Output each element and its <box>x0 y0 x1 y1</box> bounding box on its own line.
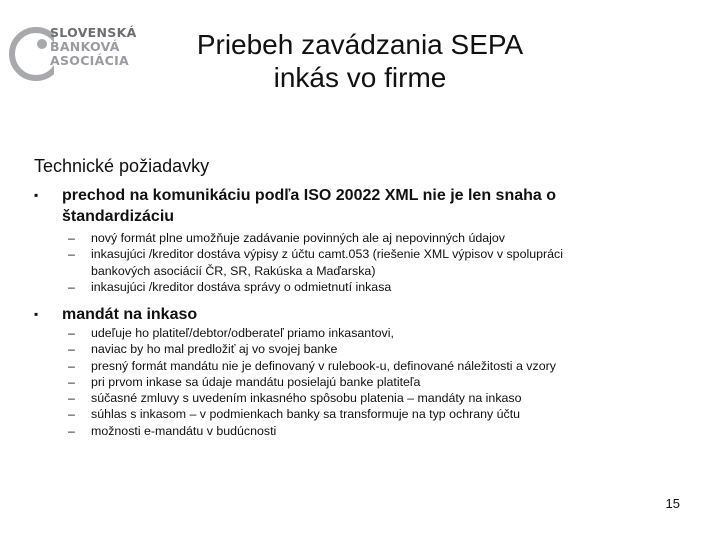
dash-marker: – <box>68 247 75 262</box>
sub-item-line: súčasné zmluvy s uvedením inkasného spôsobu platenia – mandáty na inkaso <box>91 391 522 406</box>
bullet-marker: ▪ <box>34 188 39 202</box>
sub-item-line: udeľuje ho platiteľ/debtor/odberateľ priamo inkasantovi, <box>91 326 394 340</box>
dash-marker: – <box>68 423 75 438</box>
sub-item <box>68 390 648 406</box>
sub-item <box>68 325 648 341</box>
logo-text <box>50 26 137 68</box>
dash-marker: – <box>68 279 75 294</box>
dash-marker: – <box>68 342 75 357</box>
slovak-banking-association-logo <box>8 22 148 86</box>
sub-item <box>68 374 648 390</box>
sub-item <box>68 246 648 279</box>
dash-marker: – <box>68 326 75 340</box>
logo-ring-icon <box>8 22 54 86</box>
page-number: 15 <box>665 496 680 511</box>
sub-item-line: súhlas s inkasom – v podmienkach banky sa transformuje na typ ochrany účtu <box>91 407 521 422</box>
sub-item <box>68 279 648 295</box>
bullet-2-subitems <box>68 325 648 439</box>
bullet-1-subitems <box>68 230 648 295</box>
slide-title-line-1: Priebeh zavádzania SEPA <box>196 29 524 60</box>
sub-item <box>68 358 648 374</box>
sub-item <box>68 230 648 246</box>
bullet-1-line-2: štandardizáciu <box>62 208 175 225</box>
section-heading: Technické požiadavky <box>34 156 210 176</box>
bullet-1-line-1: prechod na komunikáciu podľa ISO 20022 XML nie je len snaha o <box>62 187 557 204</box>
sub-item-line: inkasujúci /kreditor dostáva správy o odmietnutí inkasa <box>91 279 392 294</box>
logo-line-1: SLOVENSKÁ <box>50 25 137 40</box>
dash-marker: – <box>68 407 75 422</box>
bullet-2-line-1: mandát na inkaso <box>62 306 198 323</box>
bullet-marker: ▪ <box>34 307 39 321</box>
sub-item-line: možnosti e-mandátu v budúcnosti <box>91 423 277 438</box>
dash-marker: – <box>68 391 75 406</box>
logo-line-3: ASOCIÁCIA <box>50 53 129 68</box>
bullet-2-text <box>62 304 197 325</box>
slide-title-line-2: inkás vo firme <box>273 62 447 93</box>
sub-item-line: pri prvom inkase sa údaje mandátu posielajú banke platiteľa <box>91 374 421 389</box>
slide-title <box>160 28 560 94</box>
sub-item-line: nový formát plne umožňuje zadávanie povinných ale aj nepovinných údajov <box>91 231 505 245</box>
dash-marker: – <box>68 374 75 389</box>
sub-item-line: bankových asociácií ČR, SR, Rakúska a Maďarska) <box>91 263 376 278</box>
sub-item <box>68 406 648 422</box>
sub-item-line: naviac by ho mal predložiť aj vo svojej banke <box>91 342 338 357</box>
dash-marker: – <box>68 358 75 373</box>
bullet-1-text <box>62 185 556 227</box>
dash-marker: – <box>68 231 75 245</box>
sub-item-line: presný formát mandátu nie je definovaný v rulebook-u, definované náležitosti a vzory <box>91 358 556 373</box>
sub-item <box>68 341 648 357</box>
logo-line-2: BANKOVÁ <box>50 39 120 54</box>
sub-item-line: inkasujúci /kreditor dostáva výpisy z účtu camt.053 (riešenie XML výpisov v spolupráci <box>91 247 563 262</box>
sub-item <box>68 423 648 439</box>
